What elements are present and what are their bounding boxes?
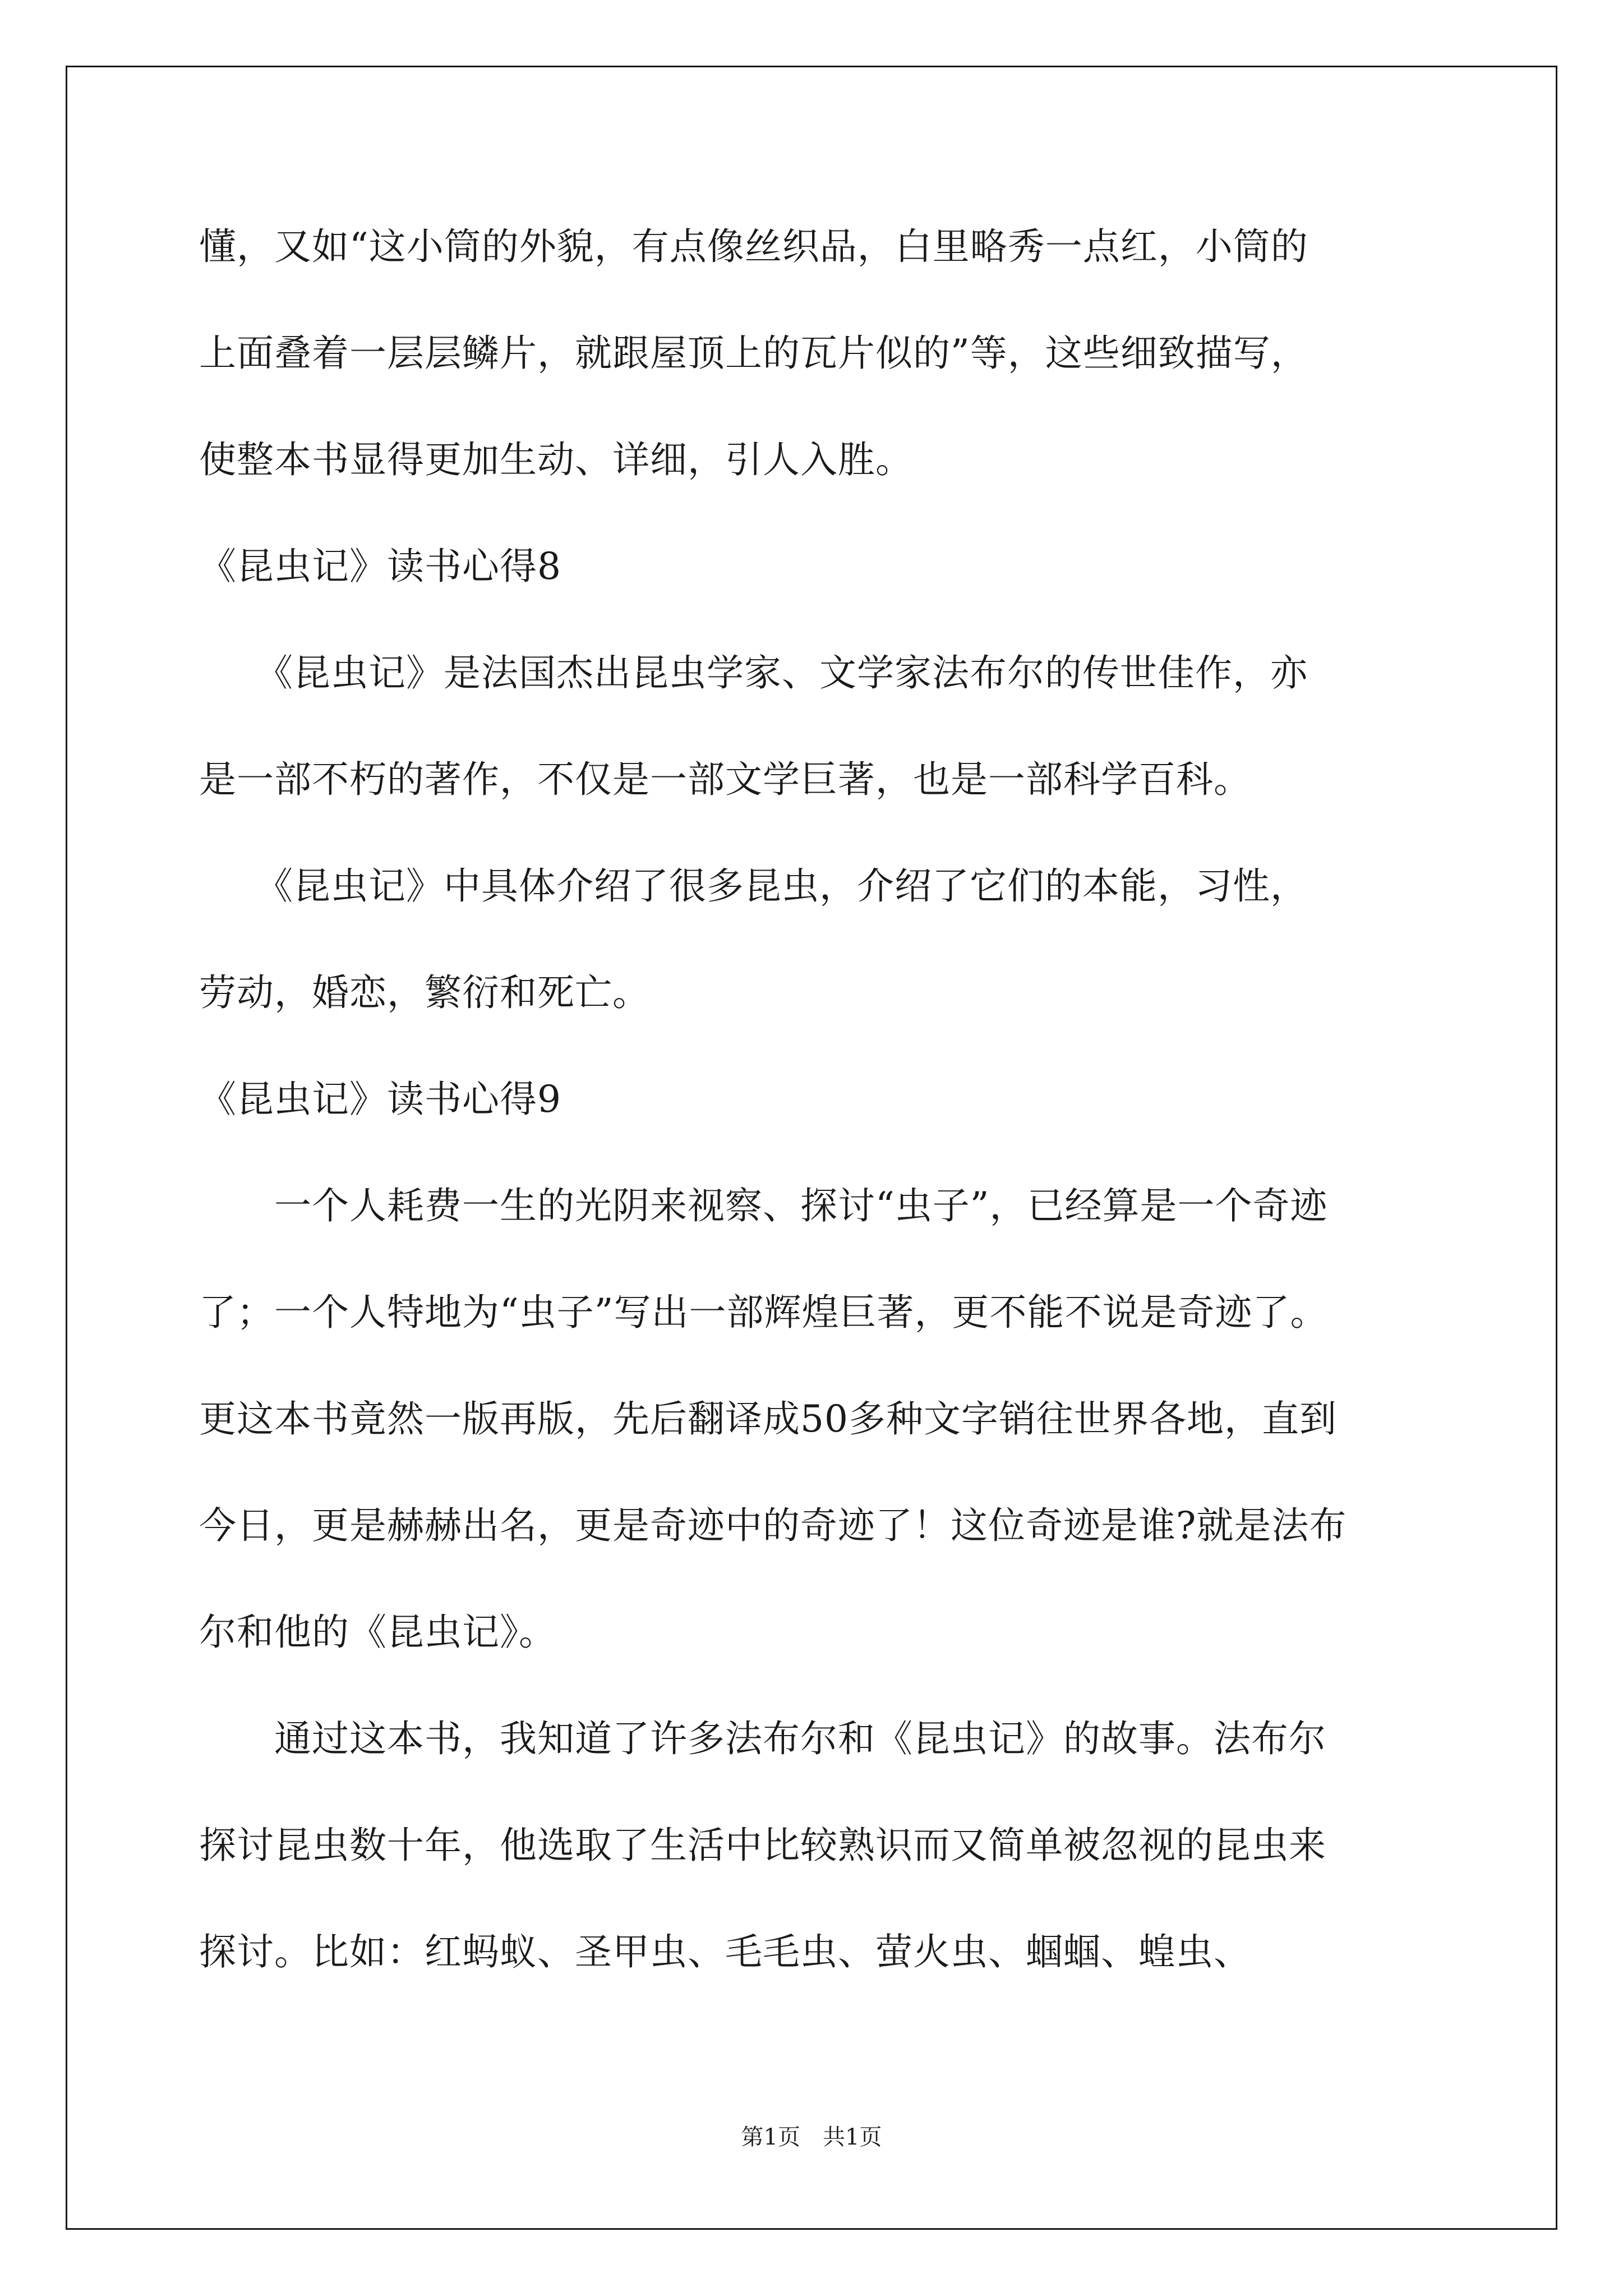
text-line: 一个人耗费一生的光阴来视察、探讨“虫子”，已经算是一个奇迹 (199, 1184, 1328, 1227)
text-line: 是一部不朽的著作，不仅是一部文学巨著，也是一部科学百科。 (199, 758, 1251, 801)
page-border (66, 66, 1557, 2230)
page-number: 第1页 共1页 (741, 2124, 882, 2150)
section-heading: 《昆虫记》读书心得8 (199, 545, 561, 588)
text-line: 上面叠着一层层鳞片，就跟屋顶上的瓦片似的”等，这些细致描写， (199, 332, 1308, 375)
text-line: 更这本书竟然一版再版，先后翻译成50多种文字销往世界各地，直到 (199, 1397, 1337, 1441)
text-line: 《昆虫记》是法国杰出昆虫学家、文学家法布尔的传世佳作，亦 (199, 651, 1308, 694)
text-line: 懂，又如“这小筒的外貌，有点像丝织品，白里略秀一点红，小筒的 (199, 225, 1308, 268)
text-line: 劳动，婚恋，繁衍和死亡。 (199, 971, 650, 1014)
text-line: 《昆虫记》中具体介绍了很多昆虫，介绍了它们的本能，习性， (199, 864, 1308, 908)
text-line: 使整本书显得更加生动、详细，引人入胜。 (199, 438, 913, 481)
text-line: 探讨昆虫数十年，他选取了生活中比较熟识而又简单被忽视的昆虫来 (199, 1824, 1326, 1867)
text-line: 通过这本书，我知道了许多法布尔和《昆虫记》的故事。法布尔 (199, 1717, 1326, 1760)
text-line: 尔和他的《昆虫记》。 (199, 1611, 556, 1654)
text-line: 今日，更是赫赫出名，更是奇迹中的奇迹了！这位奇迹是谁?就是法布 (199, 1504, 1347, 1547)
text-line: 了；一个人特地为“虫子”写出一部辉煌巨著，更不能不说是奇迹了。 (199, 1291, 1328, 1334)
section-heading: 《昆虫记》读书心得9 (199, 1078, 561, 1121)
text-line: 探讨。比如：红蚂蚁、圣甲虫、毛毛虫、萤火虫、蝈蝈、蝗虫、 (199, 1930, 1251, 1973)
